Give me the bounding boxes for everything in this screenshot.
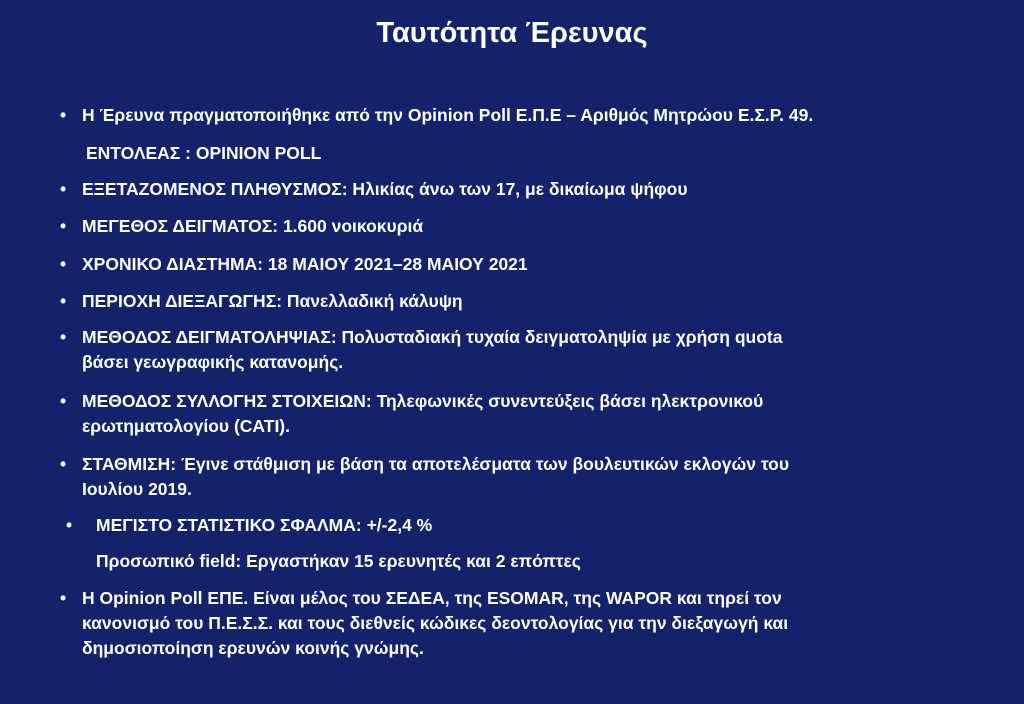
weighting-text: ΣΤΑΘΜΙΣΗ: Έγινε στάθμιση με βάση τα αποτελέσματα των βουλευτικών εκλογών του [82,454,790,474]
max-error-text: ΜΕΓΙΣΤΟ ΣΤΑΤΙΣΤΙΚΟ ΣΦΑΛΜΑ: +/-2,4 % [96,515,433,535]
slide-title: Ταυτότητα Έρευνας [376,17,648,49]
time-period-text: ΧΡΟΝΙΚΟ ΔΙΑΣΤΗΜΑ: 18 ΜΑΙΟΥ 2021–28 ΜΑΙΟΥ 2021 [82,254,528,274]
bullet-icon: • [60,179,67,199]
membership-text-cont-2: δημοσιοποίηση ερευνών κοινής γνώμης. [82,638,424,658]
bullet-icon: • [60,327,67,347]
bullet-icon: • [60,216,67,236]
membership-text: Η Opinion Poll ΕΠΕ. Είναι μέλος του ΣΕΔΕΑ, της ESOMAR, της WAPOR και τηρεί τον [82,588,782,608]
sampling-method-text-cont: βάσει γεωγραφικής κατανομής. [82,352,344,372]
bullet-icon: • [60,454,67,474]
sample-size-text: ΜΕΓΕΘΟΣ ΔΕΙΓΜΑΤΟΣ: 1.600 νοικοκυριά [82,216,424,236]
bullet-icon: • [60,254,67,274]
bullet-icon: • [60,105,67,125]
region-text: ΠΕΡΙΟΧΗ ΔΙΕΞΑΓΩΓΗΣ: Πανελλαδική κάλυψη [82,291,463,311]
bullet-icon: • [60,291,67,311]
bullet-icon: • [60,588,67,608]
membership-text-cont: κανονισμό του Π.Ε.Σ.Σ. και τους διεθνείς κώδικες δεοντολογίας για την διεξαγωγή και [82,613,789,633]
bullet-icon: • [66,515,73,535]
bullet-icon: • [60,391,67,411]
client-text: ΕΝΤΟΛΕΑΣ : OPINION POLL [86,143,322,163]
weighting-text-cont: Ιουλίου 2019. [82,479,192,499]
survey-conductor-text: Η Έρευνα πραγματοποιήθηκε από την Opinion Poll Ε.Π.Ε – Αριθμός Μητρώου Ε.Σ.Ρ. 49. [82,105,814,125]
collection-method-text: ΜΕΘΟΔΟΣ ΣΥΛΛΟΓΗΣ ΣΤΟΙΧΕΙΩΝ: Τηλεφωνικές συνεντεύξεις βάσει ηλεκτρονικού [82,391,764,411]
population-text: ΕΞΕΤΑΖΟΜΕΝΟΣ ΠΛΗΘΥΣΜΟΣ: Ηλικίας άνω των 17, με δικαίωμα ψήφου [82,179,688,199]
collection-method-text-cont: ερωτηματολογίου (CATI). [82,416,290,436]
sampling-method-text: ΜΕΘΟΔΟΣ ΔΕΙΓΜΑΤΟΛΗΨΙΑΣ: Πολυσταδιακή τυχαία δειγματοληψία με χρήση quota [82,327,783,347]
field-staff-text: Προσωπικό field: Εργαστήκαν 15 ερευνητές και 2 επόπτες [96,551,581,571]
